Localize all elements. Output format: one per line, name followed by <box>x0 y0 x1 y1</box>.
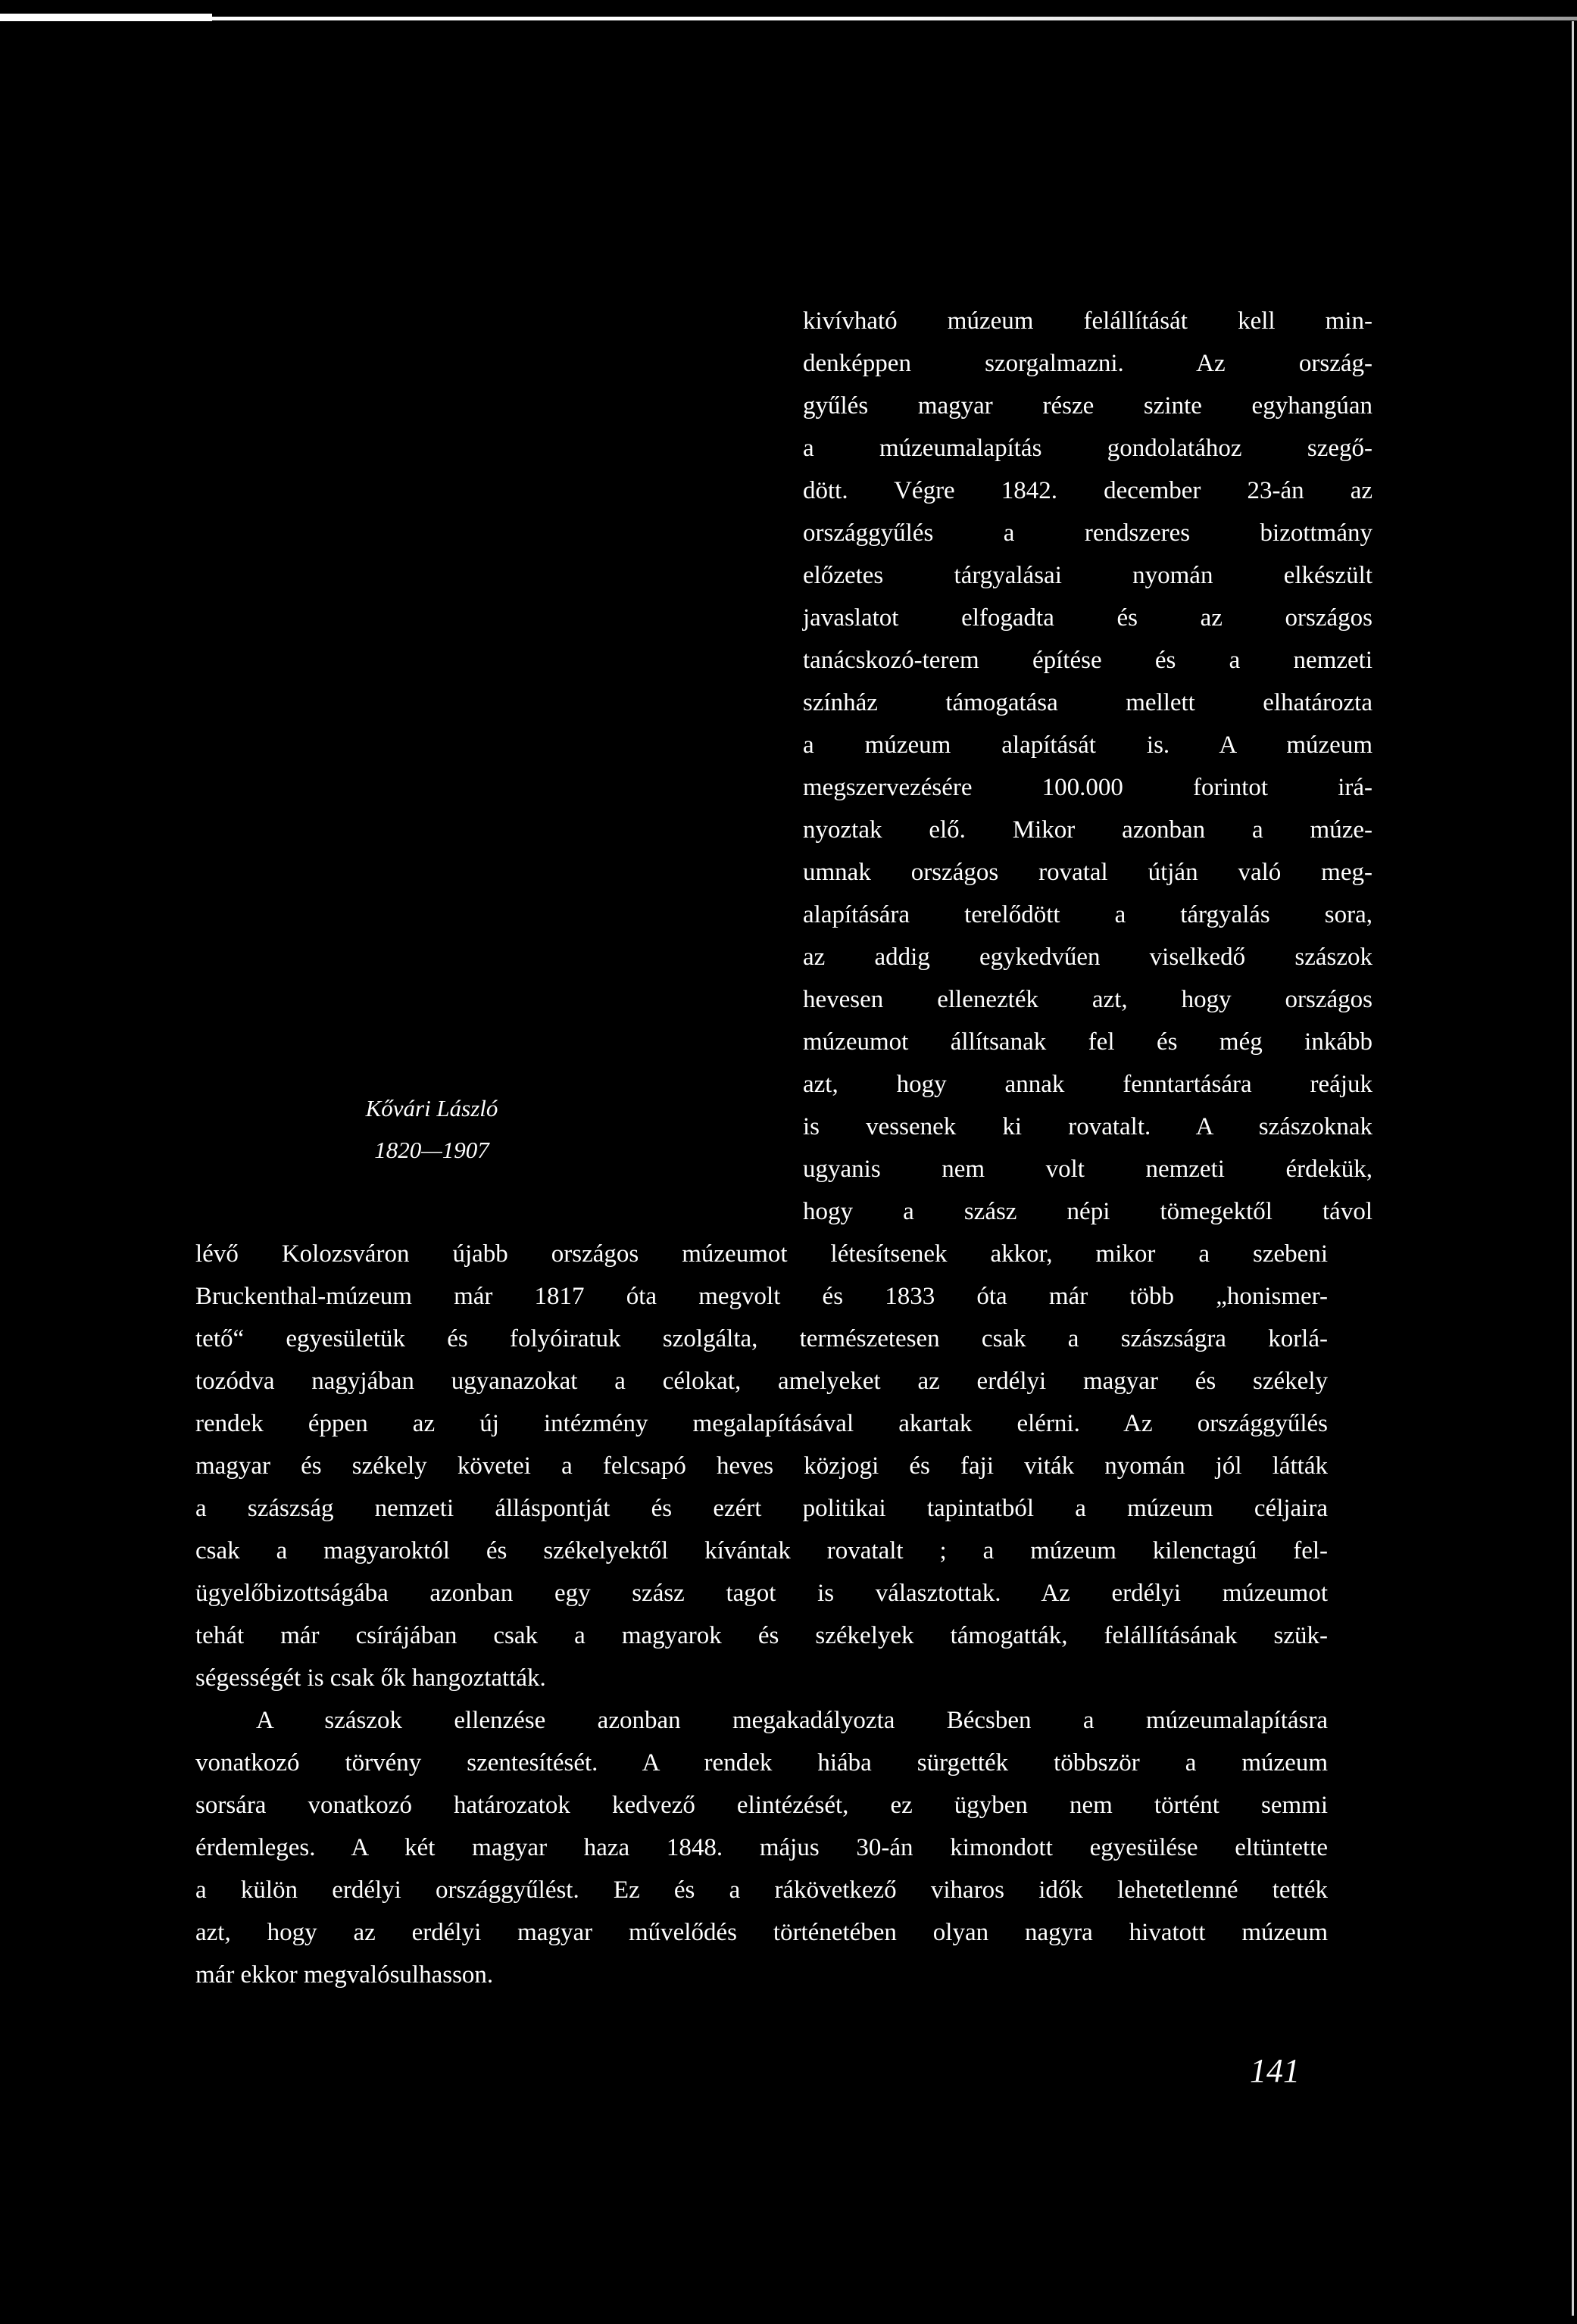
column-line: ugyanis nem volt nemzeti érdekük, <box>803 1156 1372 1183</box>
caption-name: Kővári László <box>365 1095 498 1121</box>
column-line: azt, hogy annak fenntartására reájuk <box>803 1071 1372 1098</box>
column-line: dött. Végre 1842. december 23-án az <box>803 477 1372 504</box>
column-line: tanácskozó-terem építése és a nemzeti <box>803 647 1372 674</box>
body-line: ségességét is csak ők hangoztatták. <box>195 1664 546 1692</box>
body-line: A szászok ellenzése azonban megakadályozta Bécsben a múzeumalapításra <box>256 1707 1328 1734</box>
column-line: hevesen ellenezték azt, hogy országos <box>803 986 1372 1013</box>
top-rule <box>0 17 1577 20</box>
body-line: rendek éppen az új intézmény megalapításával akartak elérni. Az országgyűlés <box>195 1410 1328 1437</box>
body-line: ügyelőbizottságába azonban egy szász tagot is választottak. Az erdélyi múzeumot <box>195 1580 1328 1607</box>
body-line: Bruckenthal-múzeum már 1817 óta megvolt és 1833 óta már több „honismer- <box>195 1283 1328 1310</box>
body-line: vonatkozó törvény szentesítését. A rendek hiába sürgették többször a múzeum <box>195 1749 1328 1777</box>
column-line: múzeumot állítsanak fel és még inkább <box>803 1028 1372 1056</box>
column-line: országgyűlés a rendszeres bizottmány <box>803 519 1372 547</box>
body-line: sorsára vonatkozó határozatok kedvező elintézését, ez ügyben nem történt semmi <box>195 1792 1328 1819</box>
caption-years: 1820—1907 <box>374 1137 489 1163</box>
column-line: nyoztak elő. Mikor azonban a múze- <box>803 816 1372 844</box>
body-line: érdemleges. A két magyar haza 1848. május 30-án kimondott egyesülése eltüntette <box>195 1834 1328 1861</box>
column-line: umnak országos rovatal útján való meg- <box>803 859 1372 886</box>
body-line: magyar és székely követei a felcsapó heves közjogi és faji viták nyomán jól látták <box>195 1452 1328 1480</box>
column-line: gyűlés magyar része szinte egyhangúan <box>803 392 1372 420</box>
body-line: már ekkor megvalósulhasson. <box>195 1961 494 1989</box>
column-line: színház támogatása mellett elhatározta <box>803 689 1372 716</box>
body-line: lévő Kolozsváron újabb országos múzeumot létesítsenek akkor, mikor a szebeni <box>195 1240 1328 1268</box>
column-line: kivívható múzeum felállítását kell min- <box>803 307 1372 335</box>
column-line: előzetes tárgyalásai nyomán elkészült <box>803 562 1372 589</box>
body-line: tozódva nagyjában ugyanazokat a célokat, amelyeket az erdélyi magyar és székely <box>195 1368 1328 1395</box>
column-line: javaslatot elfogadta és az országos <box>803 604 1372 632</box>
body-line: a külön erdélyi országgyűlést. Ez és a rákövetkező viharos idők lehetetlenné tették <box>195 1876 1328 1904</box>
body-line: a szászság nemzeti álláspontját és ezért politikai tapintatból a múzeum céljaira <box>195 1495 1328 1522</box>
column-line: denképpen szorgalmazni. Az ország- <box>803 350 1372 377</box>
body-line: azt, hogy az erdélyi magyar művelődés történetében olyan nagyra hivatott múzeum <box>195 1919 1328 1946</box>
column-line: is vessenek ki rovatalt. A szászoknak <box>803 1113 1372 1140</box>
column-line: alapítására terelődött a tárgyalás sora, <box>803 901 1372 928</box>
column-line: a múzeumalapítás gondolatához szegő- <box>803 435 1372 462</box>
column-line: hogy a szász népi tömegektől távol <box>803 1198 1372 1225</box>
column-line: megszervezésére 100.000 forintot irá- <box>803 774 1372 801</box>
page-number: 141 <box>1250 2052 1300 2089</box>
page-edge <box>1572 21 1574 2316</box>
column-line: a múzeum alapítását is. A múzeum <box>803 732 1372 759</box>
column-line: az addig egykedvűen viselkedő szászok <box>803 944 1372 971</box>
body-line: tehát már csírájában csak a magyarok és székelyek támogatták, felállításának szük- <box>195 1622 1328 1649</box>
body-line: tető“ egyesületük és folyóiratuk szolgálta, természetesen csak a szászságra korlá- <box>195 1325 1328 1352</box>
body-line: csak a magyaroktól és székelyektől kívántak rovatalt ; a múzeum kilenctagú fel- <box>195 1537 1328 1564</box>
